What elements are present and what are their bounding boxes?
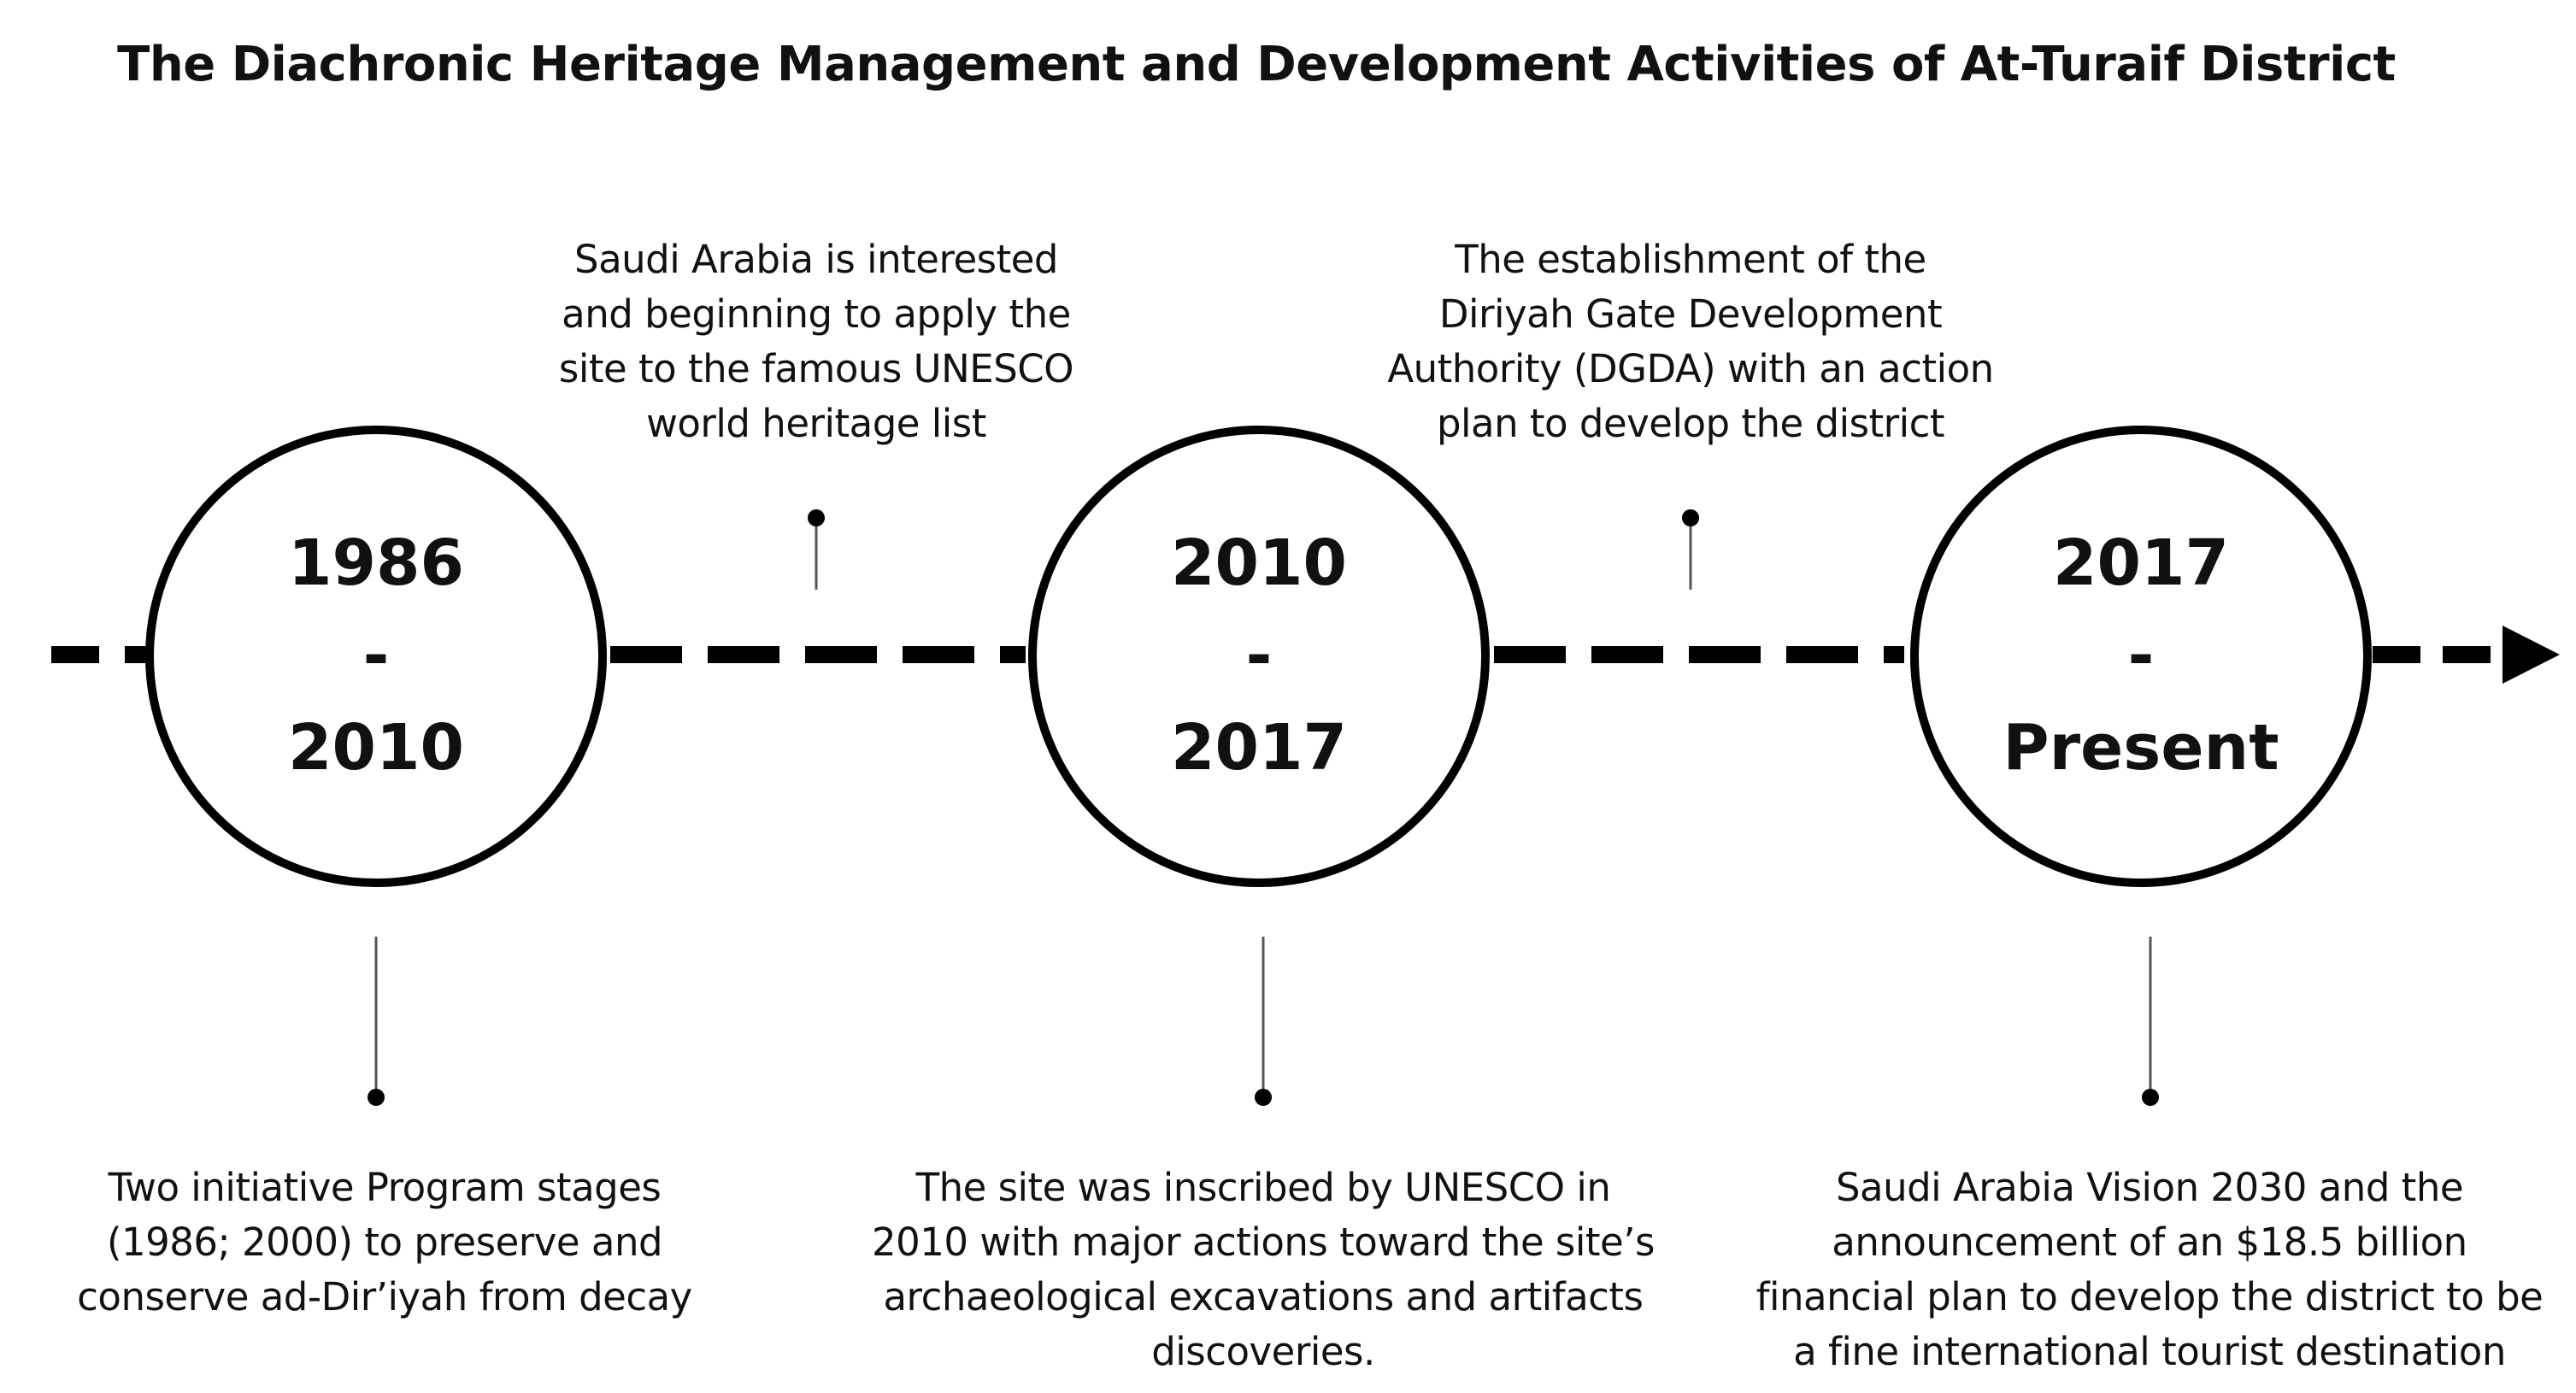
- period-separator: -: [2127, 619, 2155, 692]
- timeline-arrowhead: [2502, 626, 2560, 684]
- period-start: 2017: [2053, 526, 2229, 600]
- event-below-2: The site was inscribed by UNESCO in 2010 with major actions toward the site’s archaeological excavations and artifacts discoveries.: [872, 1165, 1655, 1374]
- pin-dot-above-2: [1682, 509, 1699, 526]
- event-above-1: Saudi Arabia is interested and beginning to apply the site to the famous UNESCO world heritage list: [558, 237, 1074, 446]
- period-end: 2010: [288, 711, 464, 785]
- period-start: 1986: [288, 526, 464, 600]
- pin-dot-above-1: [808, 509, 825, 526]
- pin-dot-below-1: [368, 1089, 385, 1106]
- pin-dot-below-3: [2142, 1089, 2159, 1106]
- event-below-3: Saudi Arabia Vision 2030 and the announcement of an $18.5 billion financial plan to develop the district to be a fine international tourist destination: [1756, 1165, 2544, 1374]
- event-above-2: The establishment of the Diriyah Gate Development Authority (DGDA) with an action plan to develop the district: [1387, 237, 1994, 446]
- pin-dot-below-2: [1255, 1089, 1272, 1106]
- diagram-title: The Diachronic Heritage Management and Development Activities of At-Turaif District: [117, 37, 2396, 92]
- period-end: Present: [2003, 711, 2279, 785]
- period-separator: -: [1245, 619, 1273, 692]
- event-below-1: Two initiative Program stages (1986; 2000) to preserve and conserve ad-Dir’iyah from decay: [77, 1165, 692, 1320]
- period-separator: -: [362, 619, 390, 692]
- period-end: 2017: [1171, 711, 1347, 785]
- period-start: 2010: [1171, 526, 1347, 600]
